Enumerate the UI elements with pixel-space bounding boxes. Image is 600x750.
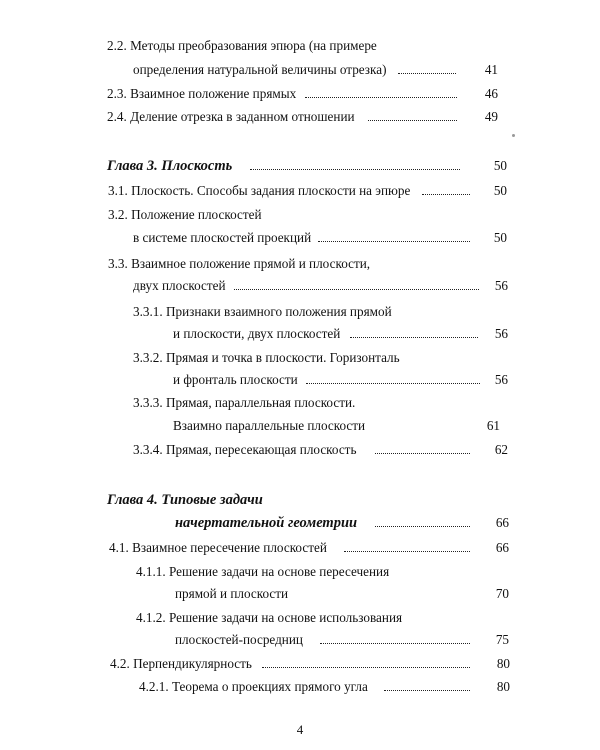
toc-page-number: 56: [494, 372, 508, 387]
toc-entry-text: и фронталь плоскости: [173, 372, 298, 387]
toc-entry-text: 2.3. Взаимное положение прямых: [107, 86, 297, 101]
toc-page-number: 56: [494, 278, 508, 293]
toc-page-number: 61: [486, 418, 500, 433]
toc-page-number: 50: [493, 230, 507, 245]
toc-entry-text: 4.1.2. Решение задачи на основе использования: [136, 610, 403, 625]
toc-entry-text: 2.2. Методы преобразования эпюра (на примере: [107, 38, 377, 53]
leader-dots: [344, 541, 470, 552]
page-number: 4: [296, 722, 304, 737]
toc-entry-text: 2.4. Деление отрезка в заданном отношении: [107, 109, 355, 124]
toc-entry-text: 3.3.2. Прямая и точка в плоскости. Горизонталь: [133, 350, 400, 365]
toc-entry-text: плоскостей-посредниц: [175, 632, 303, 647]
leader-dots: [375, 443, 470, 454]
toc-entry-text: 3.3. Взаимное положение прямой и плоскости,: [108, 256, 371, 271]
toc-page-number: 41: [484, 62, 498, 77]
toc-page-number: 66: [495, 540, 509, 555]
toc-entry-text: 4.1. Взаимное пересечение плоскостей: [109, 540, 327, 555]
toc-entry-text: прямой и плоскости: [175, 586, 289, 601]
chapter-heading: Глава 3. Плоскость: [107, 158, 233, 174]
toc-page-number: 80: [496, 679, 510, 694]
leader-dots: [350, 327, 478, 338]
scan-speck: [512, 134, 515, 137]
chapter-heading: начертательной геометрии: [175, 515, 358, 531]
leader-dots: [234, 279, 479, 290]
toc-entry-text: 3.3.4. Прямая, пересекающая плоскость: [133, 442, 357, 457]
leader-dots: [375, 516, 470, 527]
toc-entry-text: и плоскости, двух плоскостей: [173, 326, 341, 341]
toc-entry-text: 4.2. Перпендикулярность: [110, 656, 252, 671]
leader-dots: [262, 657, 470, 668]
leader-dots: [250, 159, 460, 170]
toc-page-number: 50: [493, 183, 507, 198]
leader-dots: [306, 373, 480, 384]
toc-page-number: 49: [484, 109, 498, 124]
leader-dots: [384, 680, 470, 691]
leader-dots: [318, 231, 470, 242]
toc-entry-text: Взаимно параллельные плоскости: [173, 418, 366, 433]
leader-dots: [398, 63, 456, 74]
toc-entry-text: 3.3.1. Признаки взаимного положения прямой: [133, 304, 392, 319]
toc-entry-text: двух плоскостей: [133, 278, 226, 293]
toc-page-number: 50: [493, 158, 507, 173]
toc-page-number: 70: [495, 586, 509, 601]
toc-page-number: 75: [495, 632, 509, 647]
toc-page-number: 80: [496, 656, 510, 671]
toc-entry-text: определения натуральной величины отрезка): [133, 62, 387, 77]
toc-page-number: 62: [494, 442, 508, 457]
leader-dots: [422, 184, 470, 195]
toc-page-number: 56: [494, 326, 508, 341]
toc-entry-text: 3.3.3. Прямая, параллельная плоскости.: [133, 395, 356, 410]
toc-entry-text: 3.1. Плоскость. Способы задания плоскости на эпюре: [108, 183, 411, 198]
chapter-heading: Глава 4. Типовые задачи: [107, 492, 263, 508]
leader-dots: [305, 87, 457, 98]
leader-dots: [320, 633, 470, 644]
toc-entry-text: 4.1.1. Решение задачи на основе пересечения: [136, 564, 390, 579]
toc-entry-text: в системе плоскостей проекций: [133, 230, 312, 245]
leader-dots: [368, 110, 457, 121]
toc-page-number: 46: [484, 86, 498, 101]
toc-entry-text: 3.2. Положение плоскостей: [108, 207, 262, 222]
toc-page-number: 66: [495, 515, 509, 530]
toc-entry-text: 4.2.1. Теорема о проекциях прямого угла: [139, 679, 368, 694]
